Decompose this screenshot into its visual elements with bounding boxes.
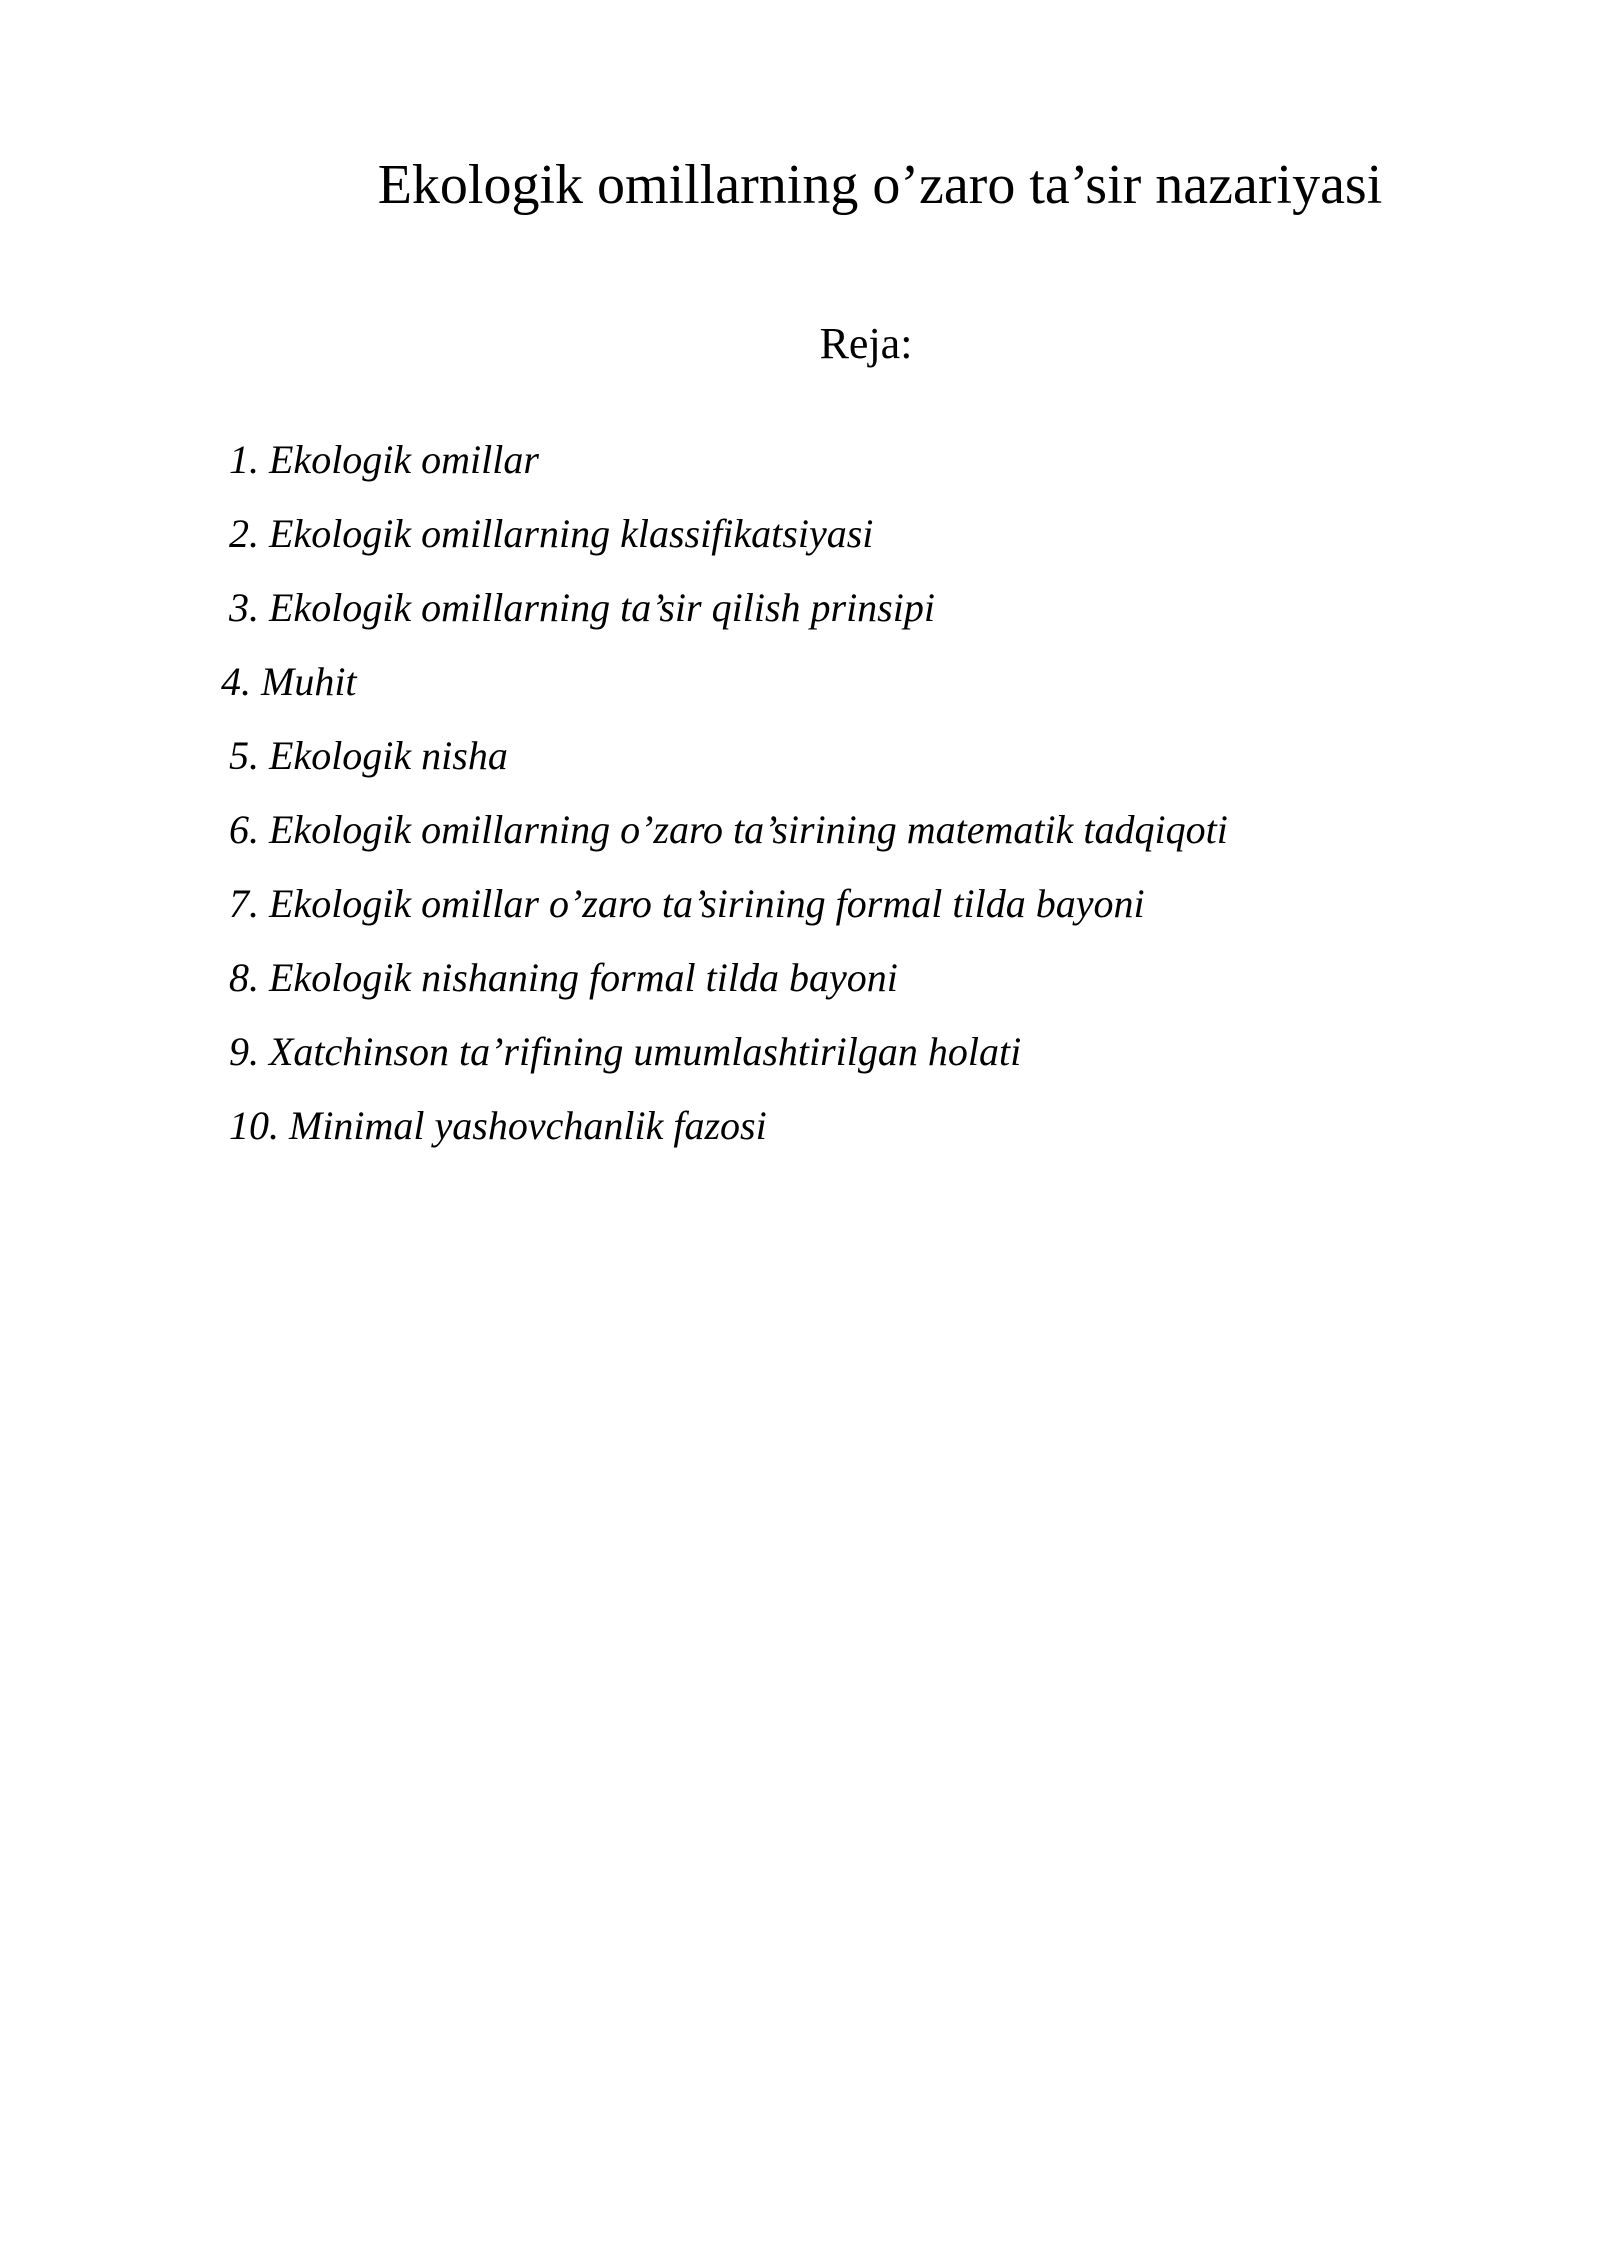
list-item bbox=[229, 430, 539, 490]
list-item-number: 6. bbox=[229, 807, 259, 852]
list-item-number: 8. bbox=[229, 955, 259, 1000]
list-item bbox=[221, 652, 357, 712]
list-item-number: 10. bbox=[229, 1103, 279, 1148]
list-item-text: Ekologik omillar bbox=[269, 437, 539, 482]
list-item-text: Muhit bbox=[261, 659, 357, 704]
list-item-text: Minimal yashovchanlik fazosi bbox=[289, 1103, 767, 1148]
list-item-text: Ekologik omillarning klassifikatsiyasi bbox=[269, 511, 874, 556]
list-item-number: 7. bbox=[229, 881, 259, 926]
list-item bbox=[229, 948, 898, 1008]
list-item-number: 4. bbox=[221, 659, 251, 704]
list-item-number: 2. bbox=[229, 511, 259, 556]
list-item-text: Ekologik nisha bbox=[269, 733, 508, 778]
list-item bbox=[229, 578, 935, 638]
list-item-text: Ekologik nishaning formal tilda bayoni bbox=[269, 955, 898, 1000]
list-item-text: Ekologik omillarning ta’sir qilish prinsipi bbox=[269, 585, 935, 630]
plan-heading: Reja: bbox=[819, 319, 913, 368]
list-item-number: 3. bbox=[229, 585, 259, 630]
list-item-number: 1. bbox=[229, 437, 259, 482]
list-item-text: Ekologik omillarning o’zaro ta’sirining matematik tadqiqoti bbox=[269, 807, 1228, 852]
list-item-number: 5. bbox=[229, 733, 259, 778]
list-item bbox=[229, 504, 873, 564]
list-item-number: 9. bbox=[229, 1029, 259, 1074]
list-item bbox=[229, 1096, 767, 1156]
list-item bbox=[229, 1022, 1021, 1082]
list-item bbox=[229, 800, 1228, 860]
list-item bbox=[229, 726, 508, 786]
list-item bbox=[229, 874, 1145, 934]
list-item-text: Ekologik omillar o’zaro ta’sirining formal tilda bayoni bbox=[269, 881, 1145, 926]
page-title: Ekologik omillarning o’zaro ta’sir nazariyasi bbox=[377, 154, 1383, 216]
list-item-text: Xatchinson ta’rifining umumlashtirilgan holati bbox=[269, 1029, 1022, 1074]
